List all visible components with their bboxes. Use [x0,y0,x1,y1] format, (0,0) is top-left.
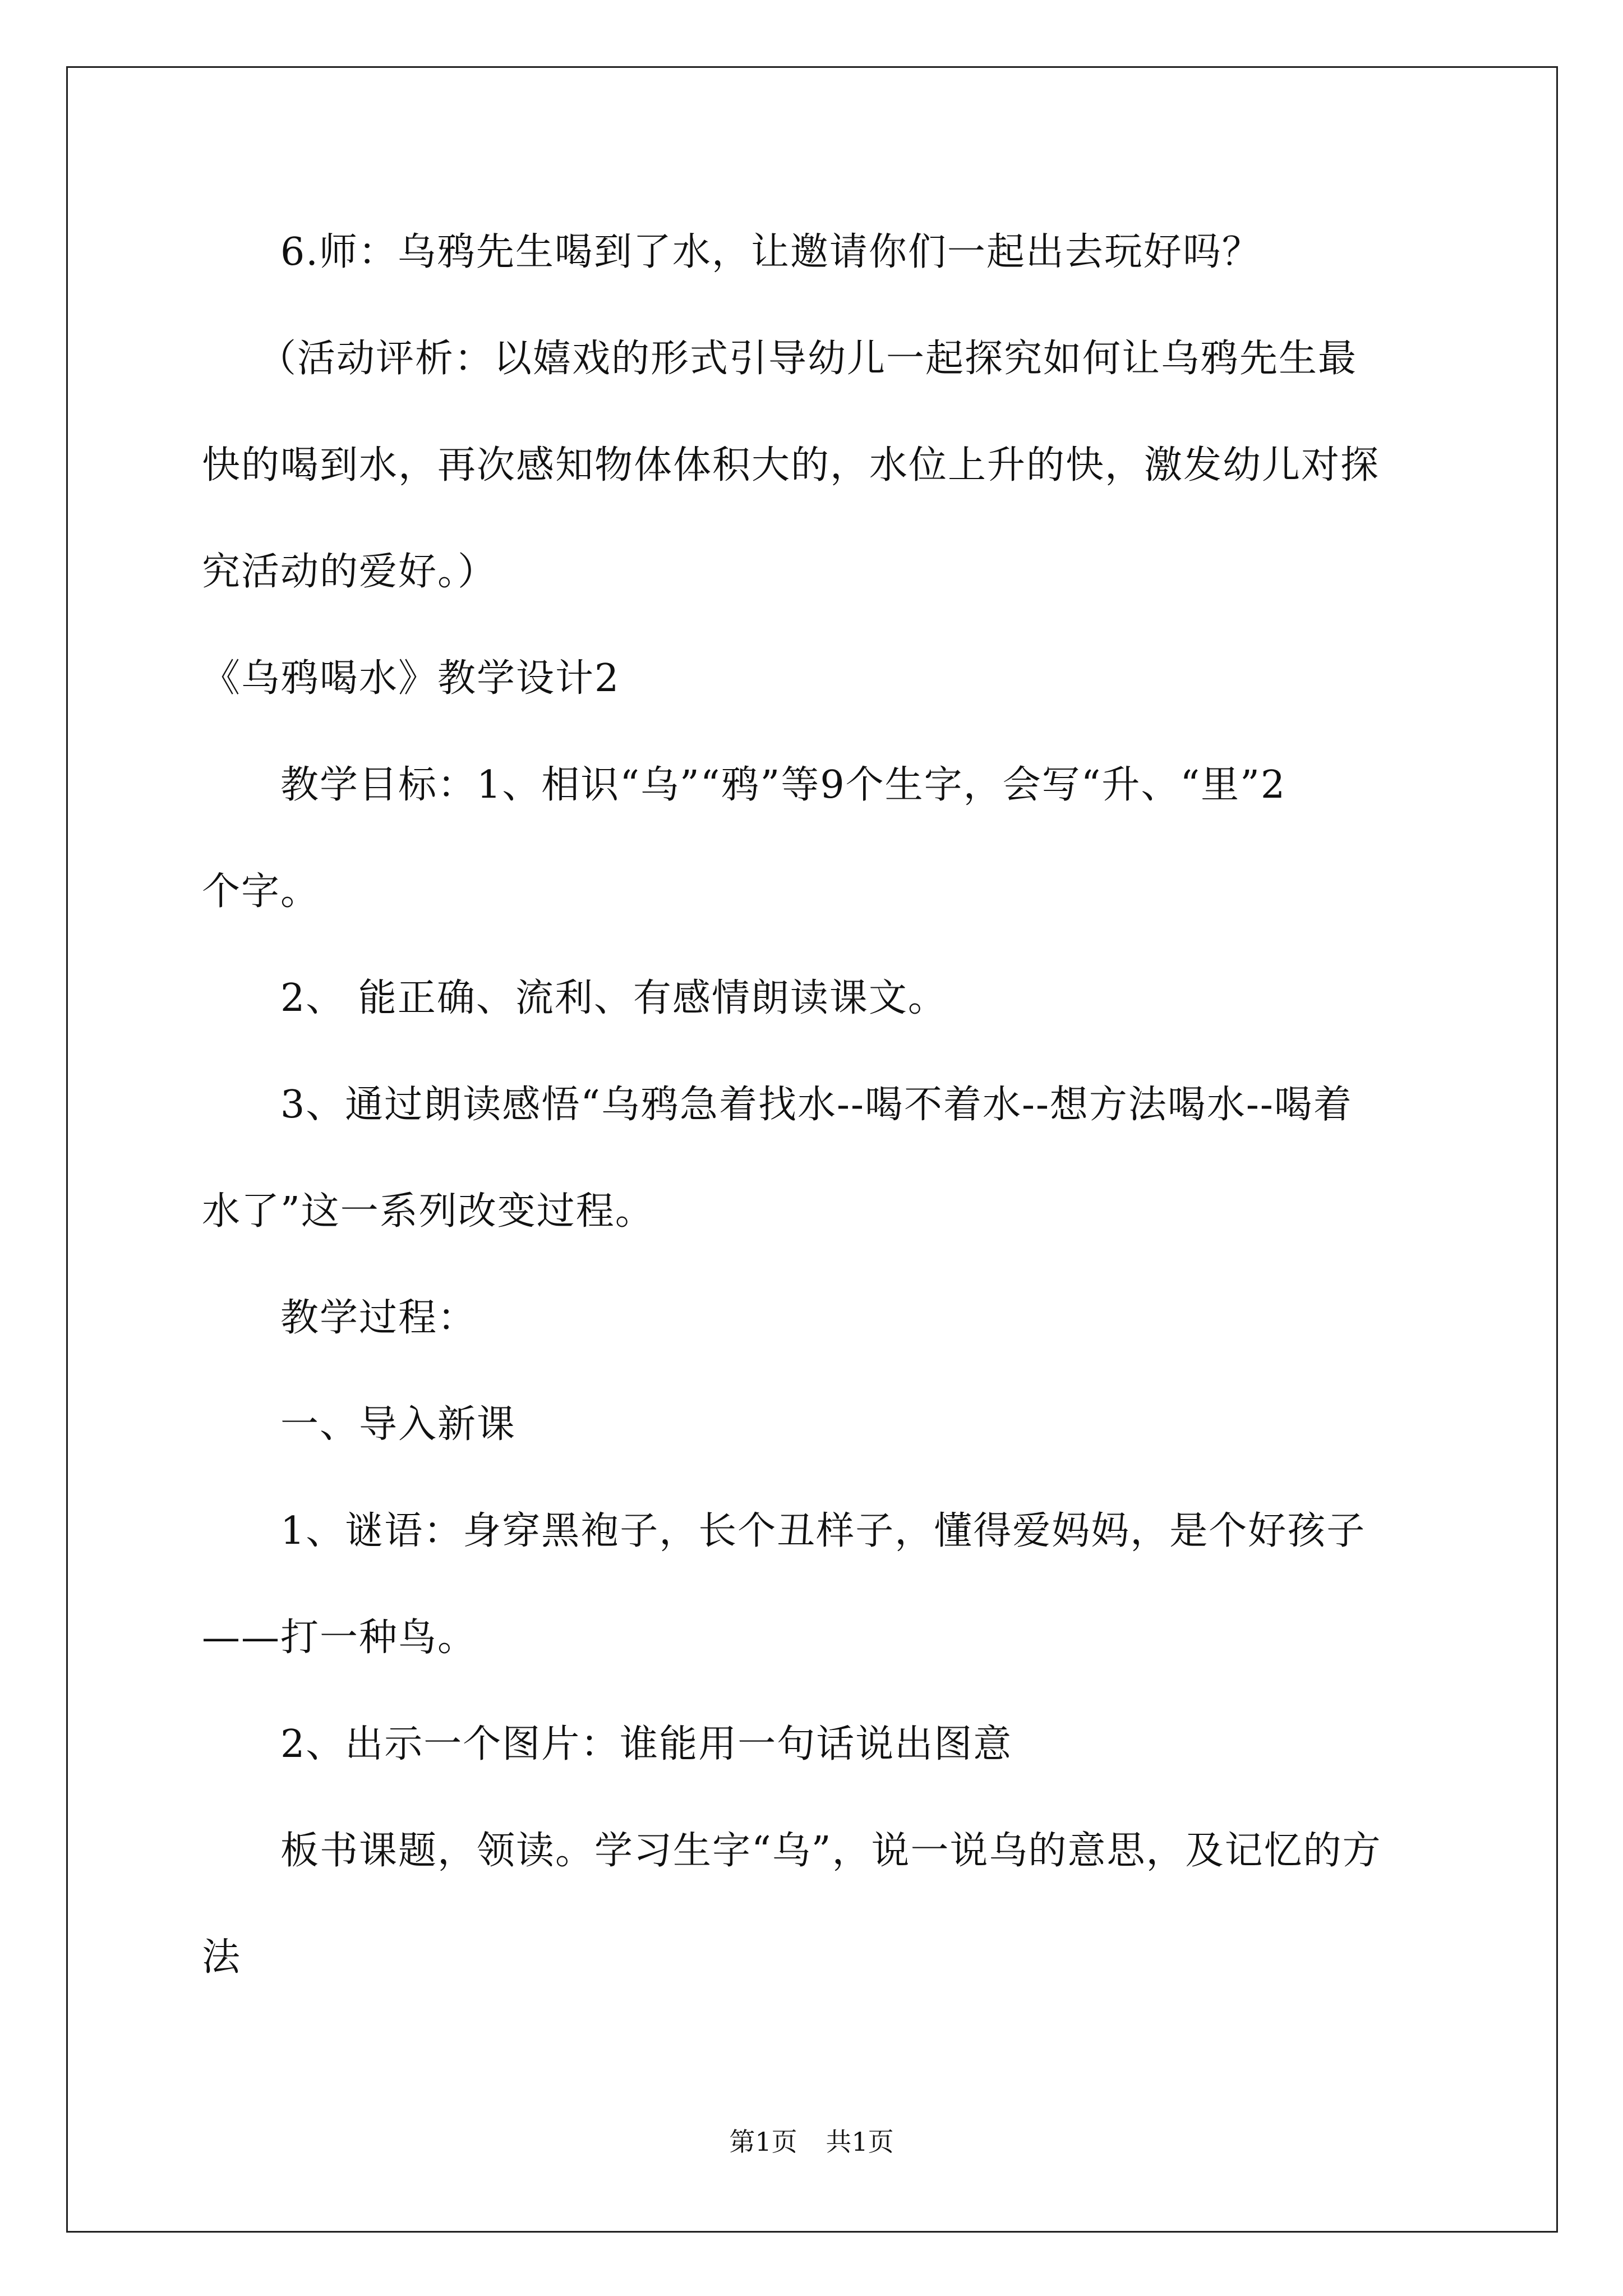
text-line: （活动评析：以嬉戏的形式引导幼儿一起探究如何让乌鸦先生最 [258,337,1358,381]
page-border [66,66,1558,2233]
text-line: 一、导入新课 [280,1402,517,1447]
section-heading: 《乌鸦喝水》教学设计2 [202,656,620,701]
text-line: 究活动的爱好。） [202,550,497,594]
text-line: 6.师：乌鸦先生喝到了水，让邀请你们一起出去玩好吗？ [280,230,1261,274]
text-line: 个字。 [202,869,320,914]
page-footer [0,2126,1623,2157]
text-line: 3、通过朗读感悟“乌鸦急着找水--喝不着水--想方法喝水--喝着 [280,1083,1353,1127]
text-line: 水了”这一系列改变过程。 [202,1189,654,1234]
text-line: 教学目标：1、相识“乌”“鸦”等9个生字，会写“升、“里”2 [280,763,1287,807]
text-line: 教学过程： [280,1296,477,1340]
page-total: 共1页 [826,2127,894,2157]
text-line: 板书课题，领读。学习生字“乌”，说一说乌的意思，及记忆的方 [280,1829,1382,1873]
text-line: 快的喝到水，再次感知物体体积大的，水位上升的快，激发幼儿对探 [202,443,1380,487]
text-line: 2、出示一个图片：谁能用一句话说出图意 [280,1722,1013,1766]
page-number: 第1页 [729,2127,797,2157]
text-line: ——打一种鸟。 [202,1616,477,1660]
text-line: 1、谜语：身穿黑袍子，长个丑样子，懂得爱妈妈，是个好孩子 [280,1509,1366,1553]
text-line: 法 [202,1935,242,1980]
text-line: 2、 能正确、流利、有感情朗读课文。 [280,976,947,1020]
